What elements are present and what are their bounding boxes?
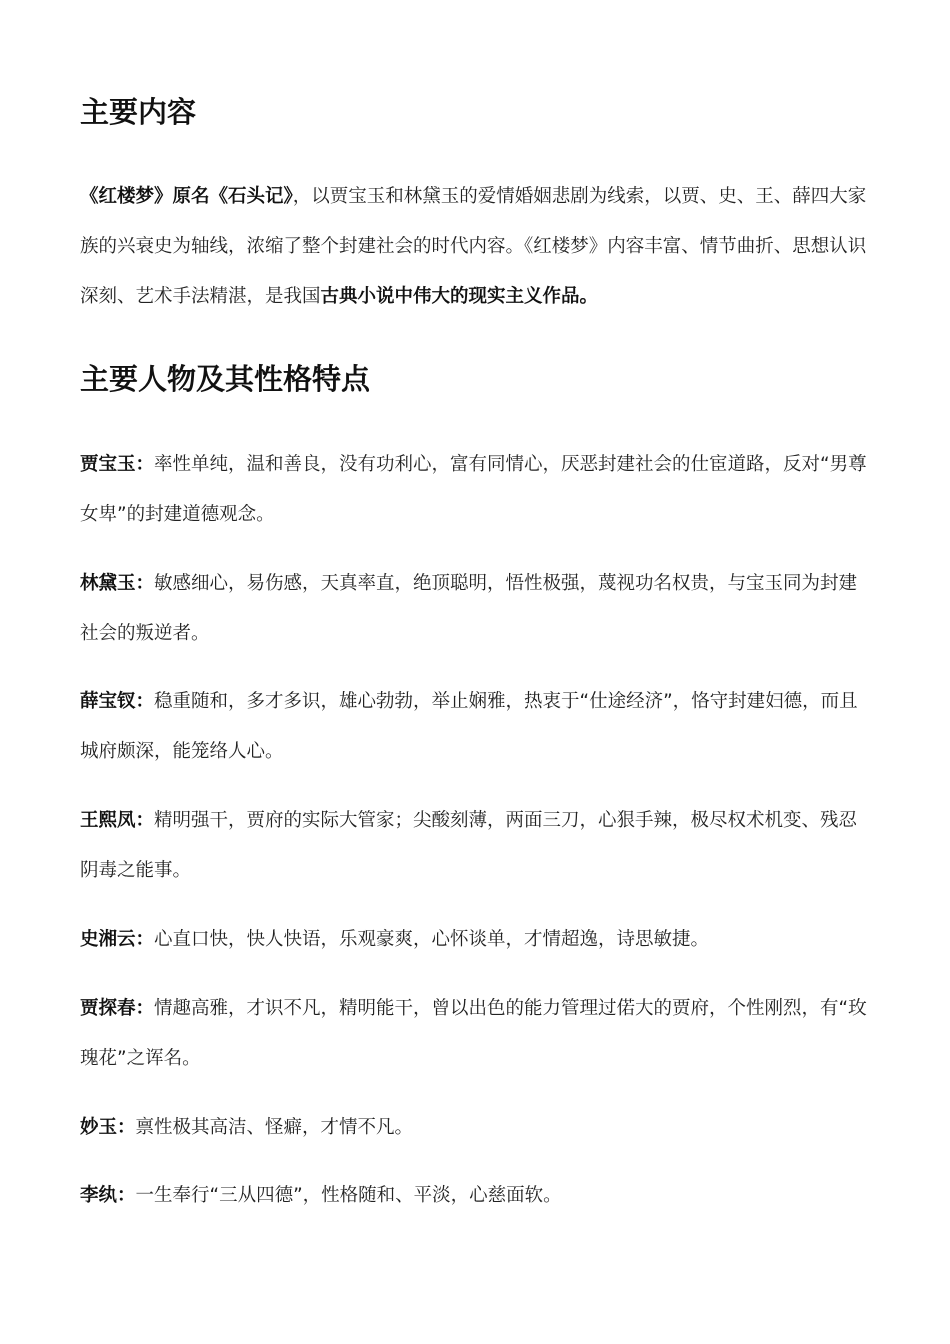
character-name: 林黛玉： (80, 573, 155, 594)
character-entry (80, 677, 870, 777)
character-description: 敏感细心，易伤感，天真率直，绝顶聪明，悟性极强，蔑视功名权贵，与宝玉同为封建社会的叛逆者。 (80, 573, 858, 644)
character-entry (80, 984, 870, 1084)
summary-bold-conclusion: 古典小说中伟大的现实主义作品。 (320, 286, 599, 307)
section-title-characters: 主要人物及其性格特点 (80, 362, 371, 396)
character-entry (80, 1103, 870, 1153)
character-name: 王熙凤： (80, 810, 155, 831)
summary-bold-title: 《红楼梦》原名《石头记》 (80, 186, 293, 207)
character-description: 情趣高雅，才识不凡，精明能干，曾以出色的能力管理过偌大的贾府，个性刚烈，有“玫瑰花”之诨名。 (80, 998, 867, 1069)
character-entry (80, 1171, 870, 1221)
character-name: 贾探春： (80, 998, 155, 1019)
summary-paragraph (80, 172, 870, 322)
character-name: 妙玉： (80, 1117, 136, 1138)
character-name: 贾宝玉： (80, 454, 155, 475)
character-entry (80, 915, 870, 965)
character-description: 禀性极其高洁、怪癖，才情不凡。 (135, 1117, 414, 1138)
character-name: 史湘云： (80, 929, 155, 950)
character-description: 一生奉行“三从四德”，性格随和、平淡，心慈面软。 (135, 1185, 562, 1206)
character-description: 稳重随和，多才多识，雄心勃勃，举止娴雅，热衷于“仕途经济”，恪守封建妇德，而且城府颇深，能笼络人心。 (80, 691, 858, 762)
character-description: 精明强干，贾府的实际大管家；尖酸刻薄，两面三刀，心狠手辣，极尽权术机变、残忍阴毒之能事。 (80, 810, 858, 881)
summary-text: ，以贾宝玉和林黛玉的爱情婚姻悲剧为线索，以贾、史、王、薛四大家族的兴衰史为轴线，浓缩了整个封建社会的时代内容。《红楼梦》内容丰富、情节曲折、思想认识深刻、艺术手法精湛，是我国 (80, 186, 867, 307)
character-entry (80, 796, 870, 896)
character-entry (80, 440, 870, 540)
section-title-main-content: 主要内容 (80, 95, 197, 129)
character-description: 率性单纯，温和善良，没有功利心，富有同情心，厌恶封建社会的仕宦道路，反对“男尊女卑”的封建道德观念。 (80, 454, 867, 525)
character-description: 心直口快，快人快语，乐观豪爽，心怀谈单，才情超逸，诗思敏捷。 (154, 929, 710, 950)
character-name: 薛宝钗： (80, 691, 155, 712)
character-name: 李纨： (80, 1185, 136, 1206)
character-entry (80, 559, 870, 659)
